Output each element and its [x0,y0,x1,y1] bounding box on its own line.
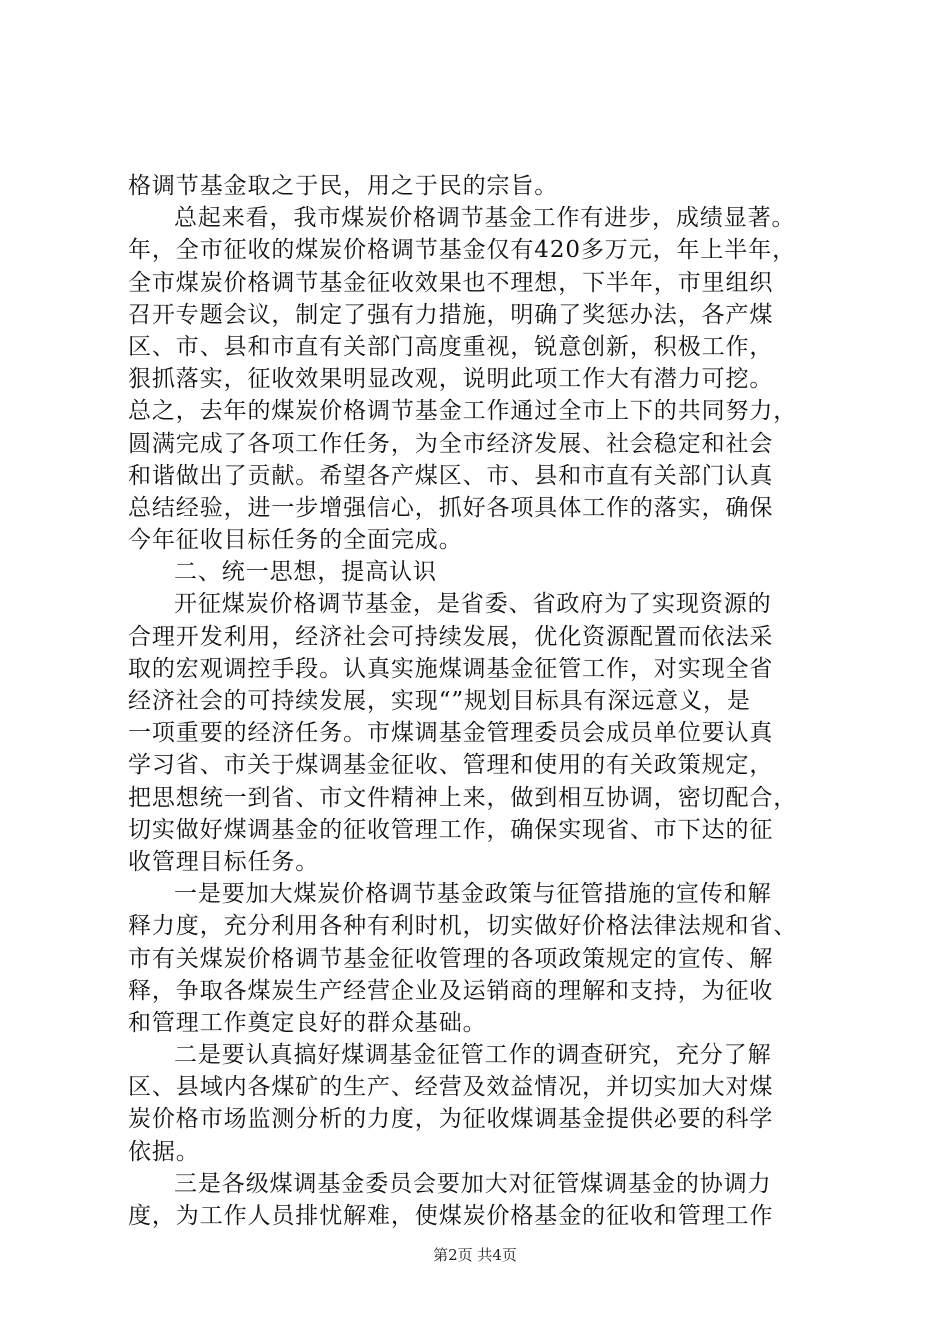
text-line: 开征煤炭价格调节基金，是省委、省政府为了实现资源的 [174,591,772,618]
text-line: 全市煤炭价格调节基金征收效果也不理想，下半年，市里组织 [128,269,774,296]
text-line: 总之，去年的煤炭价格调节基金工作通过全市上下的共同努力， [128,398,798,425]
text-line: 和管理工作奠定良好的群众基础。 [128,1009,487,1036]
text-line: 总结经验，进一步增强信心，抓好各项具体工作的落实，确保 [128,494,774,521]
text-line: 区、市、县和市直有关部门高度重视，锐意创新，积极工作， [128,333,774,360]
text-line: 一项重要的经济任务。市煤调基金管理委员会成员单位要认真 [128,720,774,747]
text-line: 释力度，充分利用各种有利时机，切实做好价格法律法规和省、 [128,913,798,940]
text-line: 取的宏观调控手段。认真实施煤调基金征管工作，对实现全省 [128,655,774,682]
text-line: 市有关煤炭价格调节基金征收管理的各项政策规定的宣传、解 [128,945,774,972]
text-line: 二是要认真搞好煤调基金征管工作的调查研究，充分了解 [174,1042,772,1069]
page-footer: 第2页 共4页 [433,1246,517,1264]
text-line: 把思想统一到省、市文件精神上来，做到相互协调，密切配合， [128,784,798,811]
text-line: 召开专题会议，制定了强有力措施，明确了奖惩办法，各产煤 [128,301,774,328]
text-line: 依据。 [128,1138,200,1165]
text-line: 经济社会的可持续发展，实现“”规划目标具有深远意义，是 [128,688,751,714]
text-line: 度，为工作人员排忧解难，使煤炭价格基金的征收和管理工作 [128,1203,774,1229]
text-line: 合理开发利用，经济社会可持续发展，优化资源配置而依法采 [128,623,774,650]
text-line: 切实做好煤调基金的征收管理工作，确保实现省、市下达的征 [128,816,774,843]
text-line: 今年征收目标任务的全面完成。 [128,527,463,554]
text-line: 区、县域内各煤矿的生产、经营及效益情况，并切实加大对煤 [128,1074,774,1101]
text-line: 一是要加大煤炭价格调节基金政策与征管措施的宣传和解 [174,881,772,908]
text-line: 释，争取各煤炭生产经营企业及运销商的理解和支持，为征收 [128,977,774,1004]
text-line: 炭价格市场监测分析的力度，为征收煤调基金提供必要的科学 [128,1106,774,1133]
text-line: 格调节基金取之于民，用之于民的宗旨。 [128,173,559,199]
text-line: 二、统一思想，提高认识 [174,559,437,586]
text-line: 年，全市征收的煤炭价格调节基金仅有420多万元，年上半年， [128,237,796,264]
text-line: 学习省、市关于煤调基金征收、管理和使用的有关政策规定， [128,752,774,779]
text-line: 狠抓落实，征收效果明显改观，说明此项工作大有潜力可挖。 [128,366,774,393]
text-line: 三是各级煤调基金委员会要加大对征管煤调基金的协调力 [174,1170,772,1197]
text-line: 收管理目标任务。 [128,848,320,875]
document-body [128,170,838,1232]
text-line: 圆满完成了各项工作任务，为全市经济发展、社会稳定和社会 [128,430,774,457]
text-line: 和谐做出了贡献。希望各产煤区、市、县和市直有关部门认真 [128,462,774,489]
text-line: 总起来看，我市煤炭价格调节基金工作有进步，成绩显著。 [174,205,796,232]
